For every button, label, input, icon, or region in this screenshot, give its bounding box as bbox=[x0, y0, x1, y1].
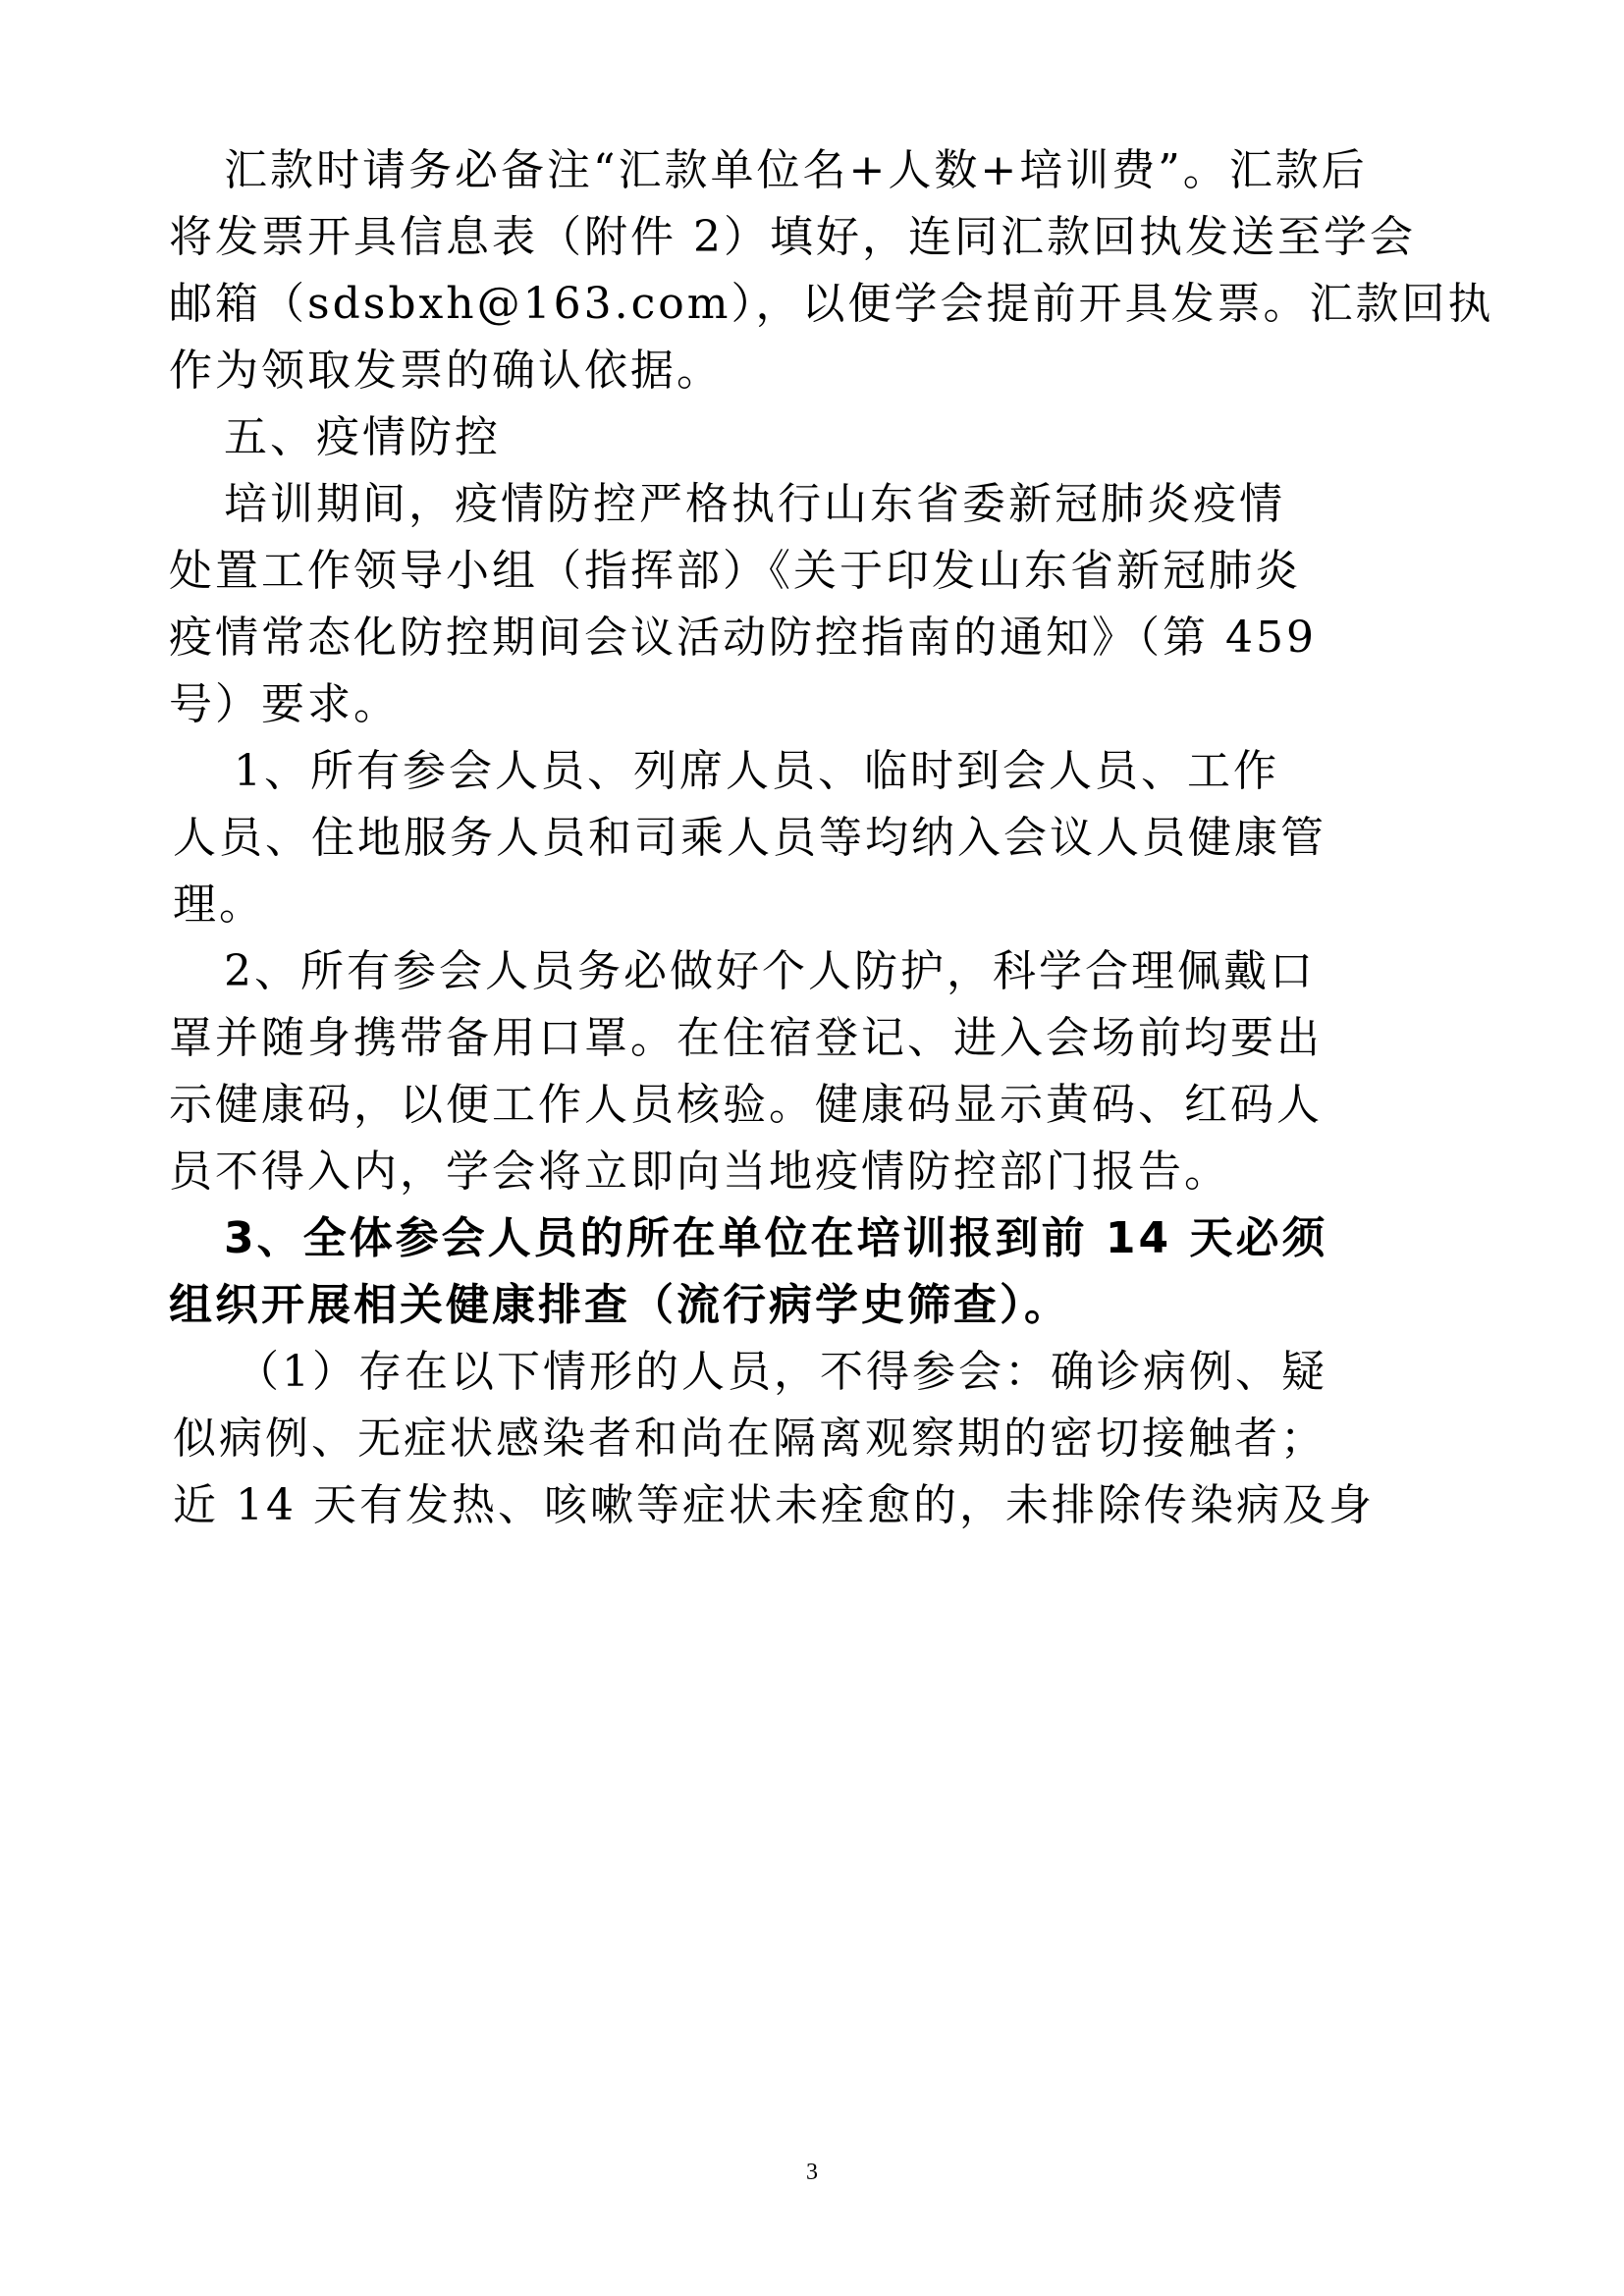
body-text-line: 号）要求。 bbox=[169, 679, 400, 729]
list-item-line: 2、所有参会人员务必做好个人防护，科学合理佩戴口 bbox=[224, 946, 1316, 996]
list-item-line: 人员、住地服务人员和司乘人员等均纳入会议人员健康管 bbox=[173, 813, 1326, 863]
list-item-line: 1、所有参会人员、列席人员、临时到会人员、工作 bbox=[234, 746, 1279, 796]
sub-item-line: 似病例、无症状感染者和尚在隔离观察期的密切接触者； bbox=[173, 1414, 1326, 1464]
list-item-line: 员不得入内，学会将立即向当地疫情防控部门报告。 bbox=[169, 1147, 1230, 1197]
body-text-line: 疫情常态化防控期间会议活动防控指南的通知》（第 459 bbox=[169, 613, 1317, 663]
body-text-line: 处置工作领导小组（指挥部）《关于印发山东省新冠肺炎 bbox=[169, 546, 1301, 596]
bold-list-item-line: 组织开展相关健康排查（流行病学史筛查）。 bbox=[169, 1280, 1070, 1330]
bold-list-item-line: 3、全体参会人员的所在单位在培训报到前 14 天必须 bbox=[224, 1213, 1328, 1263]
body-text-line: 汇款时请务必备注“汇款单位名+人数+培训费”。汇款后 bbox=[224, 145, 1368, 195]
sub-item-line: （1）存在以下情形的人员，不得参会：确诊病例、疑 bbox=[236, 1347, 1327, 1397]
body-text-line: 作为领取发票的确认依据。 bbox=[169, 346, 723, 396]
list-item-line: 罩并随身携带备用口罩。在住宿登记、进入会场前均要出 bbox=[169, 1013, 1323, 1063]
body-text-line: 培训期间，疫情防控严格执行山东省委新冠肺炎疫情 bbox=[224, 479, 1285, 529]
body-text-line: 将发票开具信息表（附件 2）填好，连同汇款回执发送至学会 bbox=[169, 212, 1416, 262]
page-number: 3 bbox=[806, 2160, 818, 2185]
body-text-line: 邮箱（sdsbxh@163.com），以便学会提前开具发票。汇款回执 bbox=[169, 279, 1494, 329]
section-heading: 五、疫情防控 bbox=[224, 412, 501, 462]
list-item-line: 理。 bbox=[173, 880, 265, 930]
sub-item-line: 近 14 天有发热、咳嗽等症状未痊愈的，未排除传染病及身 bbox=[173, 1480, 1375, 1530]
list-item-line: 示健康码，以便工作人员核验。健康码显示黄码、红码人 bbox=[169, 1080, 1323, 1130]
